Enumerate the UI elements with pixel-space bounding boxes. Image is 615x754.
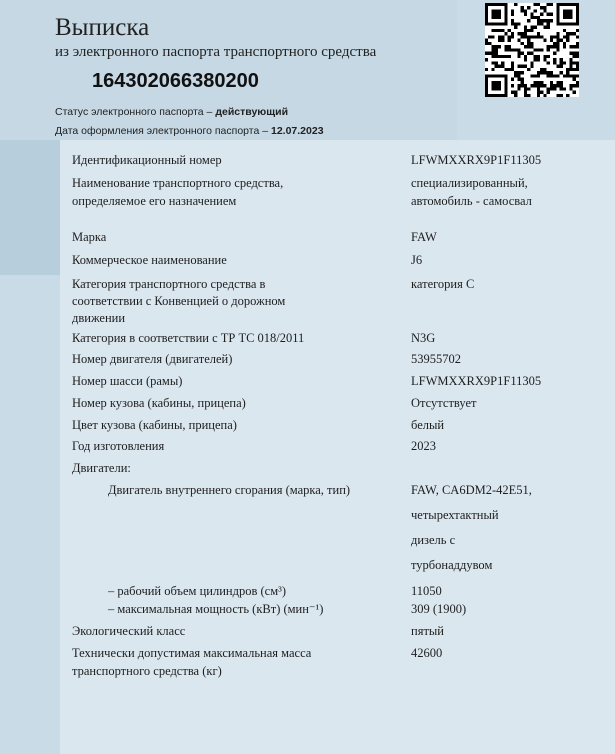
document-subtitle: из электронного паспорта транспортного средства bbox=[55, 44, 377, 60]
row-value: LFWMXXRX9P1F11305 bbox=[411, 374, 542, 388]
row-value: белый bbox=[411, 418, 445, 432]
row-value: 53955702 bbox=[411, 352, 461, 366]
row-label: соответствии с Конвенцией о дорожном bbox=[72, 294, 286, 308]
date-value: 12.07.2023 bbox=[270, 125, 324, 137]
qr-code-icon bbox=[485, 3, 579, 97]
row-value: FAW, CA6DM2-42E51, bbox=[411, 483, 532, 497]
date-line bbox=[55, 125, 324, 137]
row-label: Цвет кузова (кабины, прицепа) bbox=[72, 418, 237, 432]
row-label: движении bbox=[72, 311, 126, 325]
row-label: Двигатели: bbox=[72, 461, 131, 475]
left-strip bbox=[0, 140, 60, 275]
row-value: N3G bbox=[411, 331, 436, 345]
row-value: 11050 bbox=[411, 584, 442, 598]
row-label: Экологический класс bbox=[72, 624, 186, 638]
row-label: определяемое его назначением bbox=[72, 194, 237, 208]
row-value: дизель с bbox=[411, 533, 456, 547]
row-label: Номер двигателя (двигателей) bbox=[72, 352, 233, 366]
row-label: Номер кузова (кабины, прицепа) bbox=[72, 396, 246, 410]
row-value: автомобиль - самосвал bbox=[411, 194, 532, 208]
status-line bbox=[55, 106, 288, 118]
row-label: – максимальная мощность (кВт) (мин⁻¹) bbox=[108, 602, 324, 616]
status-value: действующий bbox=[215, 106, 289, 118]
row-value: FAW bbox=[411, 230, 437, 244]
row-value: 2023 bbox=[411, 439, 436, 453]
status-label: Статус электронного паспорта – bbox=[55, 106, 216, 118]
row-label: транспортного средства (кг) bbox=[72, 664, 222, 678]
row-label: Год изготовления bbox=[72, 439, 165, 453]
row-value: турбонаддувом bbox=[411, 558, 493, 572]
row-value: четырехтактный bbox=[411, 508, 499, 522]
row-label: Категория транспортного средства в bbox=[72, 277, 266, 291]
row-value: 42600 bbox=[411, 646, 443, 660]
row-value: J6 bbox=[411, 253, 423, 267]
row-value: специализированный, bbox=[411, 176, 528, 190]
row-label: – рабочий объем цилиндров (см³) bbox=[108, 584, 287, 598]
passport-number: 164302066380200 bbox=[92, 70, 259, 92]
document-title: Выписка bbox=[55, 14, 150, 41]
row-value: Отсутствует bbox=[411, 396, 477, 410]
row-label: Идентификационный номер bbox=[72, 153, 222, 167]
row-label: Номер шасси (рамы) bbox=[72, 374, 183, 388]
row-value: пятый bbox=[411, 624, 444, 638]
row-value: LFWMXXRX9P1F11305 bbox=[411, 153, 542, 167]
row-label: Наименование транспортного средства, bbox=[72, 176, 284, 190]
row-value: категория С bbox=[411, 277, 475, 291]
row-label: Коммерческое наименование bbox=[72, 253, 227, 267]
row-label: Марка bbox=[72, 230, 107, 244]
row-label: Категория в соответствии с ТР ТС 018/2011 bbox=[72, 331, 305, 345]
date-label: Дата оформления электронного паспорта – bbox=[55, 125, 271, 137]
row-label: Двигатель внутреннего сгорания (марка, тип) bbox=[108, 483, 351, 497]
row-label: Технически допустимая максимальная масса bbox=[72, 646, 312, 660]
row-value: 309 (1900) bbox=[411, 602, 467, 616]
